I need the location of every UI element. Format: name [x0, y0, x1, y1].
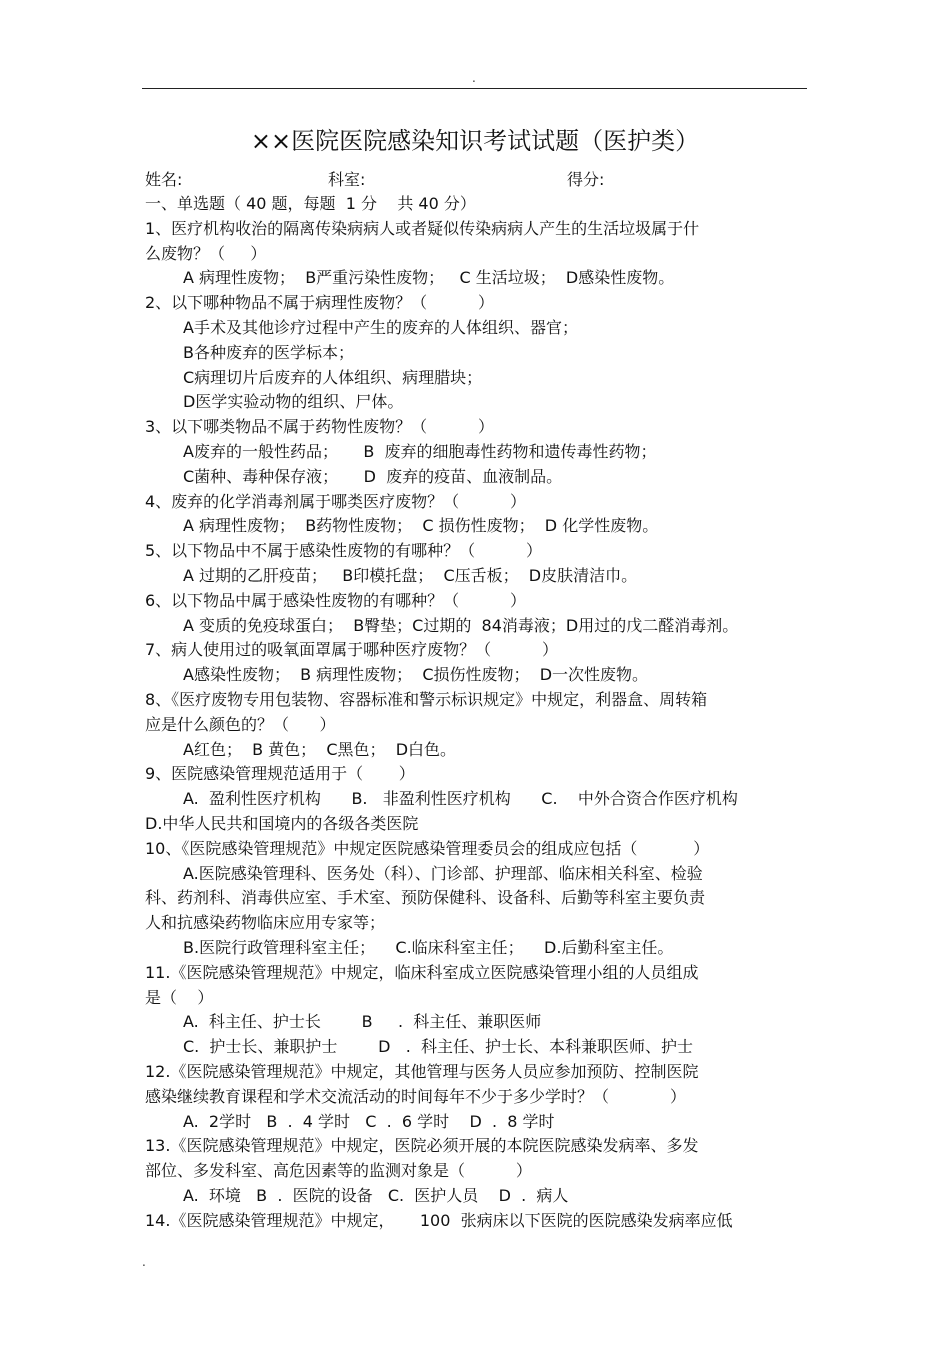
- answer-option-line: A废弃的一般性药品； B 废弃的细胞毒性药物和遗传毒性药物；: [183, 442, 657, 461]
- question-line: 8、《医疗废物专用包装物、容器标准和警示标识规定》中规定，利器盒、周转箱: [145, 690, 708, 709]
- question-line: D.中华人民共和国境内的各级各类医院: [145, 814, 419, 833]
- page-dot-top: .: [472, 71, 476, 85]
- answer-option-line: A手术及其他诊疗过程中产生的废弃的人体组织、器官；: [183, 318, 578, 337]
- department-label: 科室:: [328, 170, 366, 189]
- answer-option-line: A红色； B 黄色； C黑色； D白色。: [183, 739, 457, 759]
- answer-option-line: A 变质的免疫球蛋白； B臀垫；C过期的 84消毒液；D用过的戊二醛消毒剂。: [183, 615, 739, 635]
- answer-option-line: A感染性废物； B 病理性废物； C损伤性废物； D一次性废物。: [183, 665, 649, 685]
- question-line: 2、以下哪种物品不属于病理性废物？（ ）: [145, 293, 495, 313]
- question-line: 11.《医院感染管理规范》中规定，临床科室成立医院感染管理小组的人员组成: [145, 962, 699, 982]
- score-label: 得分:: [567, 170, 605, 189]
- answer-option-line: A. 2学时 B . 4 学时 C . 6 学时 D . 8 学时: [183, 1111, 555, 1131]
- answer-option-line: A.医院感染管理科、医务处（科）、门诊部、护理部、临床相关科室、检验: [183, 863, 703, 883]
- answer-option-line: C菌种、毒种保存液； D 废弃的疫苗、血液制品。: [183, 466, 563, 486]
- question-line: 10、《医院感染管理规范》中规定医院感染管理委员会的组成应包括（ ）: [145, 838, 710, 858]
- question-line: 3、以下哪类物品不属于药物性废物？（ ）: [145, 417, 495, 437]
- question-line: 应是什么颜色的？（ ）: [145, 714, 336, 734]
- answer-option-line: A 病理性废物； B严重污染性废物； C 生活垃圾； D感染性废物。: [183, 268, 675, 288]
- exam-title: ××医院医院感染知识考试试题（医护类）: [250, 127, 700, 155]
- answer-option-line: A. 科主任、护士长 B . 科主任、兼职医师: [183, 1012, 542, 1032]
- question-line: 科、药剂科、消毒供应室、手术室、预防保健科、设备科、后勤等科室主要负责: [145, 888, 706, 908]
- answer-option-line: A. 环境 B . 医院的设备 C. 医护人员 D . 病人: [183, 1186, 569, 1205]
- question-line: 13.《医院感染管理规范》中规定，医院必须开展的本院医院感染发病率、多发: [145, 1136, 699, 1156]
- answer-option-line: A 过期的乙肝疫苗； B印模托盘； C压舌板； D皮肤清洁巾。: [183, 566, 638, 585]
- name-label: 姓名:: [145, 170, 183, 189]
- question-line: 9、医院感染管理规范适用于（ ）: [145, 764, 415, 784]
- question-line: 14.《医院感染管理规范》中规定， 100 张病床以下医院的医院感染发病率应低: [145, 1210, 733, 1230]
- question-line: 么废物？（ ）: [145, 243, 267, 263]
- exam-header: [145, 168, 805, 192]
- answer-option-line: B.医院行政管理科室主任； C.临床科室主任； D.后勤科室主任。: [183, 938, 674, 957]
- question-line: 是（ ）: [145, 987, 214, 1007]
- answer-option-line: D医学实验动物的组织、尸体。: [183, 392, 404, 412]
- question-line: 7、病人使用过的吸氧面罩属于哪种医疗废物？（ ）: [145, 640, 559, 660]
- question-line: 部位、多发科室、高危因素等的监测对象是（ ）: [145, 1161, 532, 1181]
- answer-option-line: C病理切片后废弃的人体组织、病理腊块；: [183, 367, 483, 387]
- answer-option-line: A 病理性废物； B药物性废物； C 损伤性废物； D 化学性废物。: [183, 516, 659, 536]
- question-line: 12.《医院感染管理规范》中规定，其他管理与医务人员应参加预防、控制医院: [145, 1062, 699, 1081]
- answer-option-line: C. 护士长、兼职护士 D . 科主任、护士长、本科兼职医师、护士: [183, 1037, 693, 1057]
- question-line: 人和抗感染药物临床应用专家等；: [145, 913, 386, 933]
- question-line: 5、以下物品中不属于感染性废物的有哪种？（ ）: [145, 541, 543, 561]
- question-line: 4、废弃的化学消毒剂属于哪类医疗废物？（ ）: [145, 491, 527, 511]
- question-line: 一、单选题（ 40 题，每题 1 分 共 40 分）: [145, 194, 476, 213]
- answer-option-line: B各种废弃的医学标本；: [183, 342, 354, 362]
- question-line: 感染继续教育课程和学术交流活动的时间每年不少于多少学时？（ ）: [145, 1086, 687, 1106]
- answer-option-line: A. 盈利性医疗机构 B. 非盈利性医疗机构 C. 中外合资合作医疗机构: [183, 789, 738, 809]
- question-line: 1、医疗机构收治的隔离传染病病人或者疑似传染病病人产生的生活垃圾属于什: [145, 218, 700, 238]
- question-line: 6、以下物品中属于感染性废物的有哪种？（ ）: [145, 590, 527, 610]
- page-dot-bottom: .: [142, 1255, 146, 1269]
- header-rule: [142, 88, 807, 89]
